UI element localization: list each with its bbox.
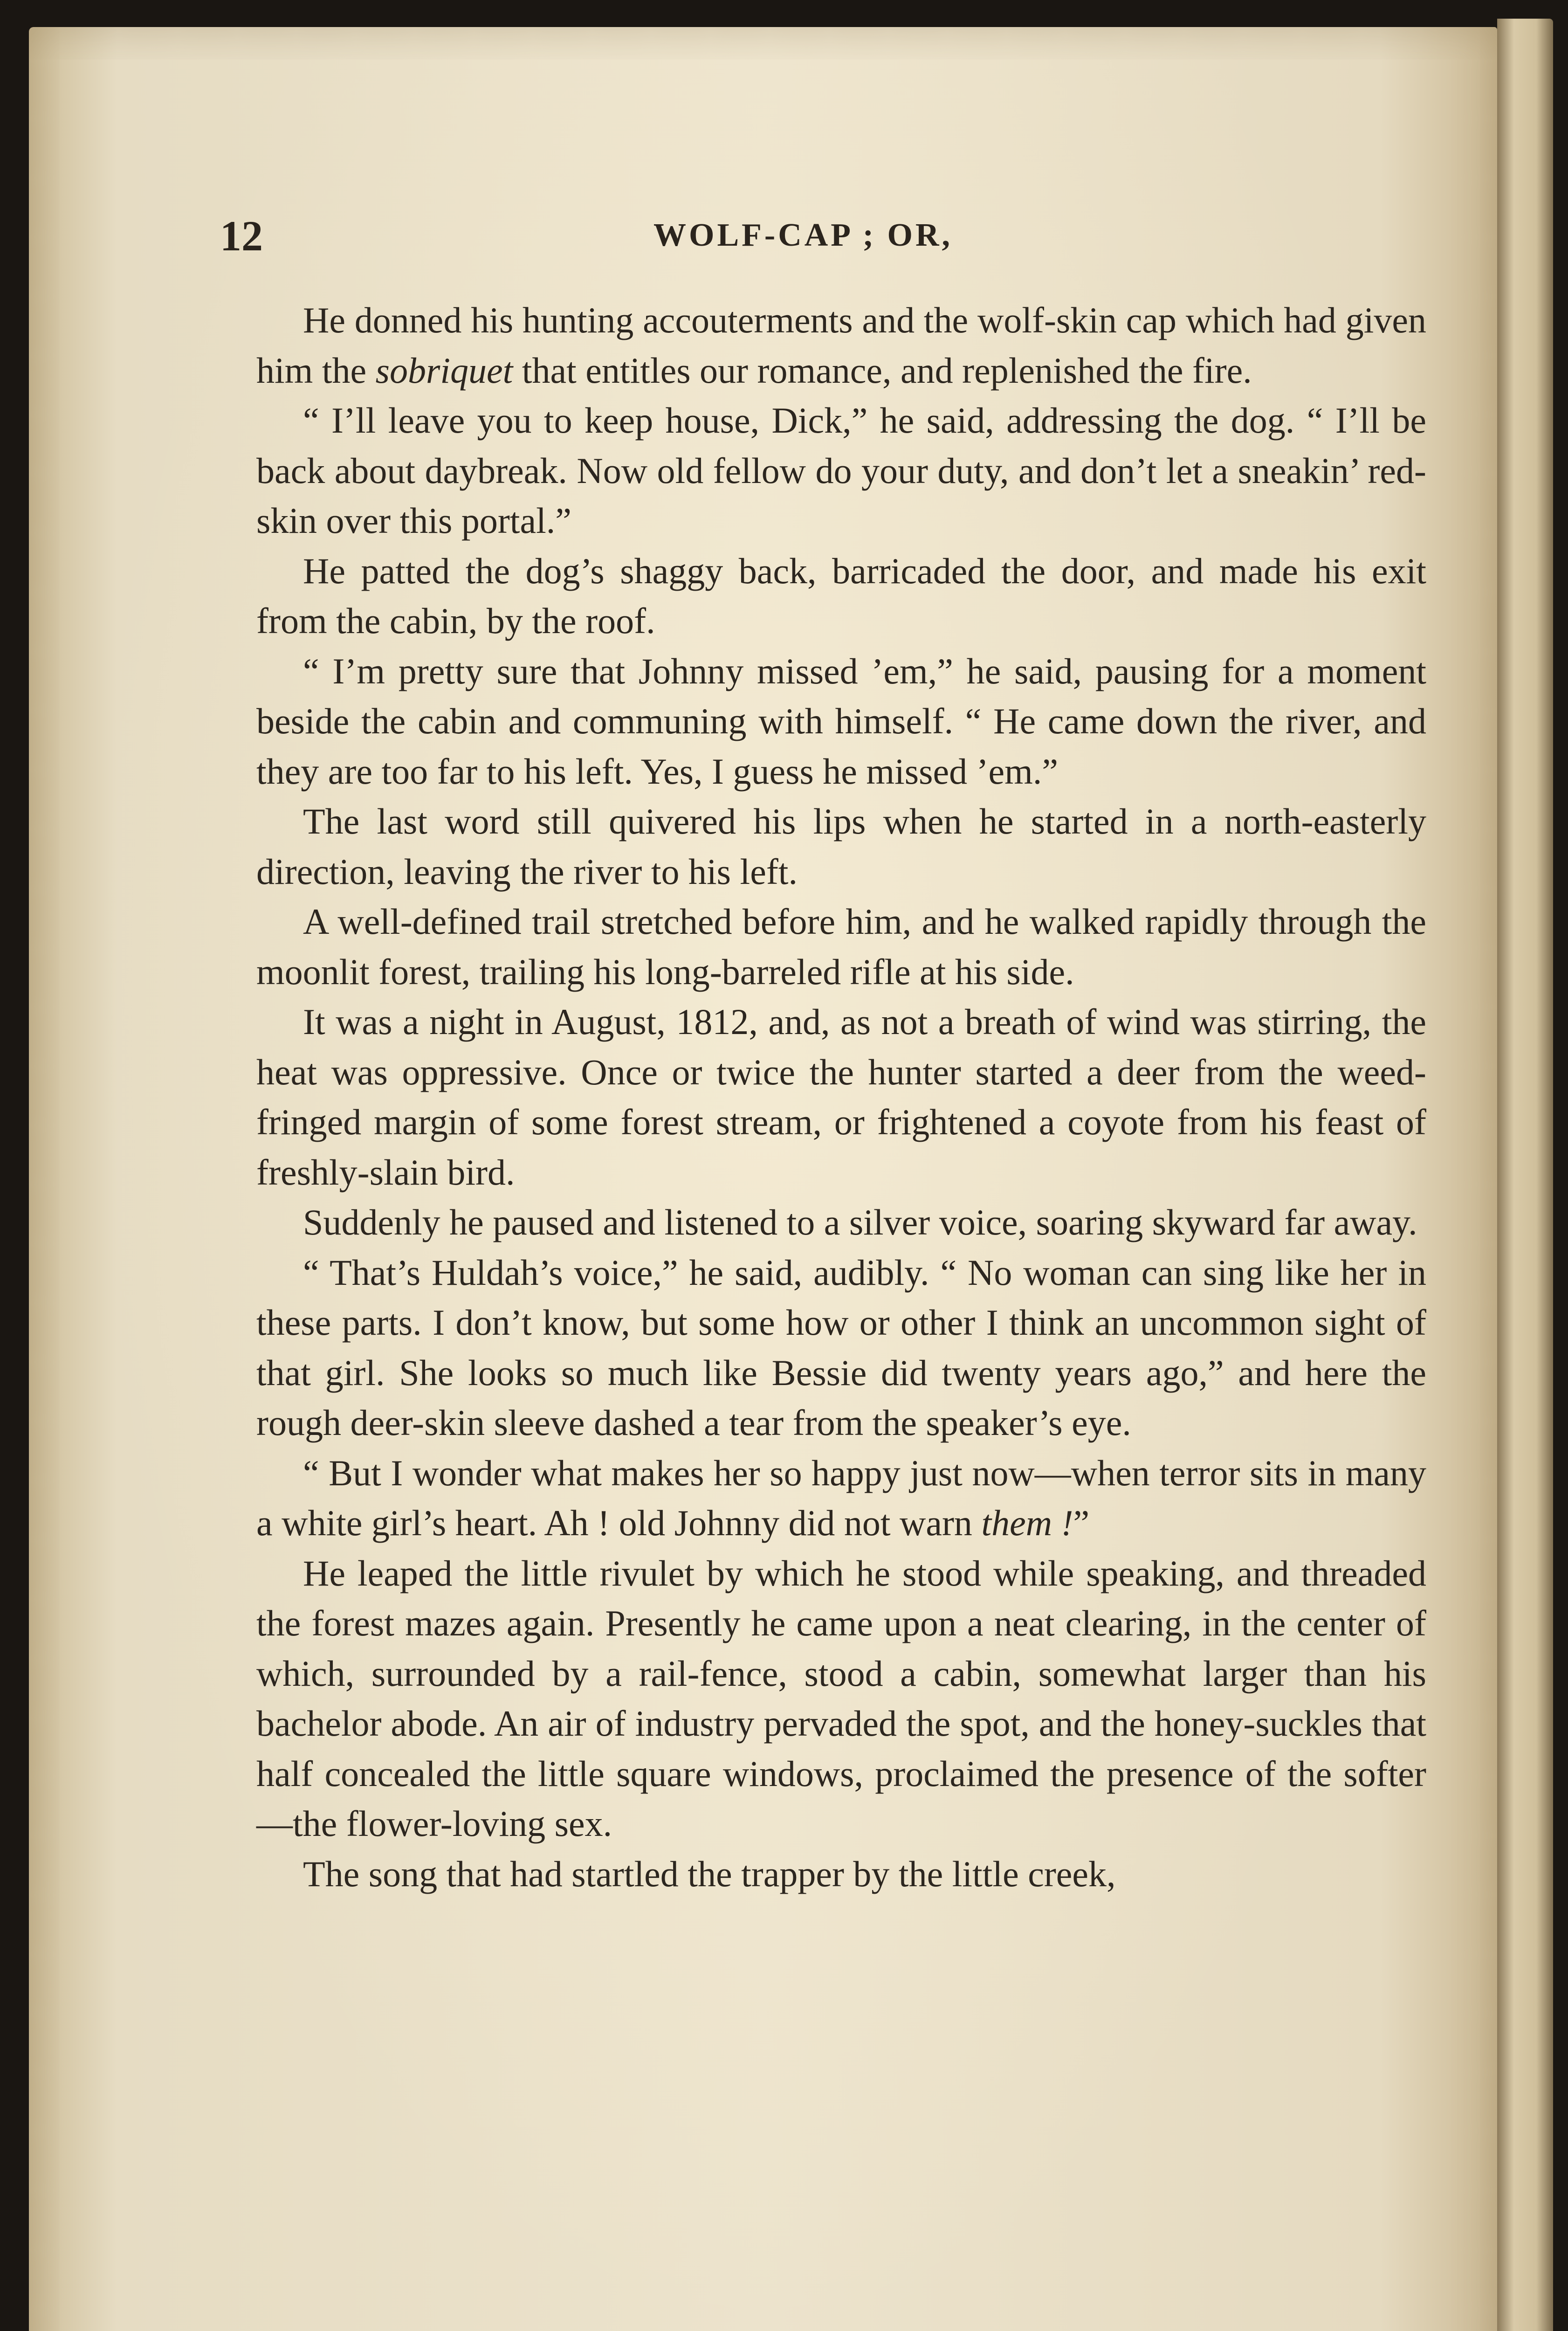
paragraph-3: He patted the dog’s shaggy back, barricaded the door, and made his exit from the cabin, by the roof. (256, 550, 1426, 641)
paragraph-11: He leaped the little rivulet by which he stood while speaking, and threaded the forest mazes again. Presently he came upon a neat clearing, in the center of which, surrounded by a rail-fence, stood a cabin, somewhat larger than his bachelor abode. An air of industry pervaded the spot, and the honey-suckles that half concealed the little square windows, proclaimed the presence of the softer—the flower-loving sex. (256, 1552, 1426, 1844)
book-page (29, 27, 1497, 2331)
paragraph-12: The song that had startled the trapper by the little creek, (303, 1853, 1116, 1894)
paragraph-9: “ That’s Huldah’s voice,” he said, audibly. “ No woman can sing like her in these parts. I don’t know, but some how or other I think an uncommon sight of that girl. She looks so much like Bessie did twenty years ago,” and here the rough deer-skin sleeve dashed a tear from the speaker’s eye. (256, 1252, 1426, 1443)
italic-sobriquet: sobriquet (375, 350, 513, 391)
running-head-title: WOLF-CAP ; OR, (653, 217, 953, 253)
paragraph-5: The last word still quivered his lips when he started in a north-easterly direction, leaving the river to his left. (256, 801, 1426, 892)
body-text (256, 295, 1426, 1899)
page-number: 12 (220, 212, 263, 260)
paragraph-6: A well-defined trail stretched before him, and he walked rapidly through the moonlit forest, trailing his long-barreled rifle at his side. (256, 901, 1426, 992)
italic-them: them ! (981, 1503, 1073, 1543)
page-edge (1497, 19, 1553, 2331)
paragraph-7: It was a night in August, 1812, and, as not a breath of wind was stirring, the heat was oppressive. Once or twice the hunter started a deer from the weed-fringed margin of some forest stream, or frightened a coyote from his feast of freshly-slain bird. (256, 1001, 1426, 1193)
paragraph-8: Suddenly he paused and listened to a silver voice, soaring skyward far away. (303, 1202, 1417, 1242)
paragraph-10: “ But I wonder what makes her so happy just now—when terror sits in many a white girl’s heart. Ah ! old Johnny did not warn them !” (256, 1452, 1426, 1543)
paragraph-4: “ I’m pretty sure that Johnny missed ’em,” he said, pausing for a moment beside the cabin and communing with himself. “ He came down the river, and they are too far to his left. Yes, I guess he missed ’em.” (256, 650, 1426, 792)
paragraph-1: He donned his hunting accouterments and the wolf-skin cap which had given him the sobriquet that entitles our romance, and replenished the fire. (256, 300, 1426, 391)
running-head (29, 211, 1497, 267)
paragraph-2: “ I’ll leave you to keep house, Dick,” he said, addressing the dog. “ I’ll be back about daybreak. Now old fellow do your duty, and don’t let a sneakin’ red-skin over this portal.” (256, 400, 1426, 541)
